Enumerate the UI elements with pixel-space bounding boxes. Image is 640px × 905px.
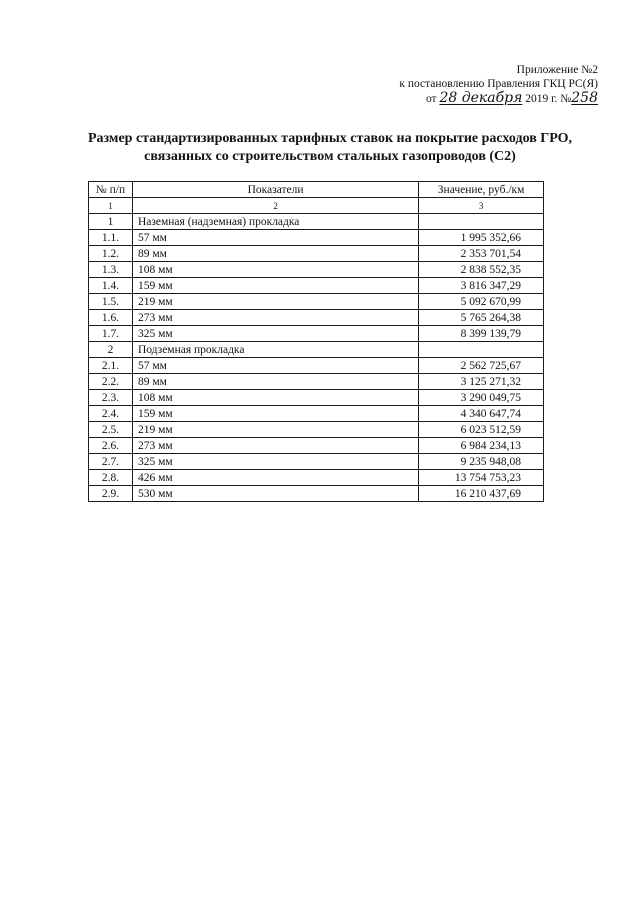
row-num: 2.9.: [89, 486, 133, 502]
row-size: 325 мм: [132, 454, 418, 470]
table-row: [89, 454, 544, 470]
row-num: 2.5.: [89, 422, 133, 438]
table-row: [89, 374, 544, 390]
table-row: [89, 406, 544, 422]
row-value: 5 765 264,38: [419, 310, 544, 326]
handwritten-number: 258: [571, 90, 598, 106]
row-size: 426 мм: [132, 470, 418, 486]
document-title: [60, 130, 600, 166]
row-value: 6 023 512,59: [419, 422, 544, 438]
row-value: 4 340 647,74: [419, 406, 544, 422]
row-num: 1.4.: [89, 278, 133, 294]
row-size: 57 мм: [132, 358, 418, 374]
row-value: 5 092 670,99: [419, 294, 544, 310]
table-row: [89, 230, 544, 246]
row-num: 1.5.: [89, 294, 133, 310]
section-row-aboveground: [89, 214, 544, 230]
row-size: 325 мм: [132, 326, 418, 342]
column-number: 3: [419, 198, 544, 214]
row-size: 89 мм: [132, 246, 418, 262]
row-value: 16 210 437,69: [419, 486, 544, 502]
rates-table: [88, 181, 544, 502]
appendix-reference: к постановлению Правления ГКЦ РС(Я): [399, 78, 598, 90]
column-number: 2: [132, 198, 418, 214]
row-num: 2.4.: [89, 406, 133, 422]
section-num: 2: [89, 342, 133, 358]
row-size: 159 мм: [132, 406, 418, 422]
table-row: [89, 438, 544, 454]
header-value: Значение, руб./км: [419, 182, 544, 198]
section-row-underground: [89, 342, 544, 358]
row-size: 108 мм: [132, 390, 418, 406]
row-value: 6 984 234,13: [419, 438, 544, 454]
row-value: 1 995 352,66: [419, 230, 544, 246]
row-size: 530 мм: [132, 486, 418, 502]
header-indicator: Показатели: [132, 182, 418, 198]
section-label: Подземная прокладка: [132, 342, 418, 358]
table-row: [89, 310, 544, 326]
row-num: 1.6.: [89, 310, 133, 326]
table-row: [89, 278, 544, 294]
appendix-title: Приложение №2: [516, 64, 598, 76]
row-num: 2.3.: [89, 390, 133, 406]
date-suffix: 2019 г. №: [525, 93, 572, 105]
row-value: 9 235 948,08: [419, 454, 544, 470]
row-value: 3 125 271,32: [419, 374, 544, 390]
header-num: № п/п: [89, 182, 133, 198]
row-num: 2.8.: [89, 470, 133, 486]
row-num: 1.1.: [89, 230, 133, 246]
row-num: 1.7.: [89, 326, 133, 342]
row-size: 273 мм: [132, 438, 418, 454]
handwritten-date: 28 декабря: [439, 90, 523, 106]
row-num: 2.1.: [89, 358, 133, 374]
row-value: 2 838 552,35: [419, 262, 544, 278]
section-label: Наземная (надземная) прокладка: [132, 214, 418, 230]
row-size: 57 мм: [132, 230, 418, 246]
title-line-1: Размер стандартизированных тарифных ставок на покрытие расходов ГРО,: [87, 131, 573, 146]
table-row: [89, 486, 544, 502]
row-value: 3 290 049,75: [419, 390, 544, 406]
section-value-empty: [419, 214, 544, 230]
row-num: 2.7.: [89, 454, 133, 470]
table-row: [89, 326, 544, 342]
title-line-2: связанных со строительством стальных газопроводов (С2): [144, 149, 516, 164]
table-row: [89, 470, 544, 486]
column-number: 1: [89, 198, 133, 214]
table-row: [89, 422, 544, 438]
row-size: 219 мм: [132, 422, 418, 438]
date-prefix: от: [425, 93, 437, 105]
table-row: [89, 294, 544, 310]
column-numbers-row: [89, 198, 544, 214]
row-value: 2 562 725,67: [419, 358, 544, 374]
table-row: [89, 246, 544, 262]
row-num: 1.2.: [89, 246, 133, 262]
table-row: [89, 358, 544, 374]
appendix-block: [278, 63, 598, 106]
appendix-date-line: [278, 91, 598, 106]
row-num: 1.3.: [89, 262, 133, 278]
row-size: 159 мм: [132, 278, 418, 294]
row-value: 8 399 139,79: [419, 326, 544, 342]
row-num: 2.6.: [89, 438, 133, 454]
section-value-empty: [419, 342, 544, 358]
table-row: [89, 262, 544, 278]
row-size: 219 мм: [132, 294, 418, 310]
row-size: 89 мм: [132, 374, 418, 390]
section-num: 1: [89, 214, 133, 230]
table-row: [89, 390, 544, 406]
row-size: 108 мм: [132, 262, 418, 278]
row-size: 273 мм: [132, 310, 418, 326]
row-value: 13 754 753,23: [419, 470, 544, 486]
row-num: 2.2.: [89, 374, 133, 390]
row-value: 3 816 347,29: [419, 278, 544, 294]
table-header-row: [89, 182, 544, 198]
row-value: 2 353 701,54: [419, 246, 544, 262]
